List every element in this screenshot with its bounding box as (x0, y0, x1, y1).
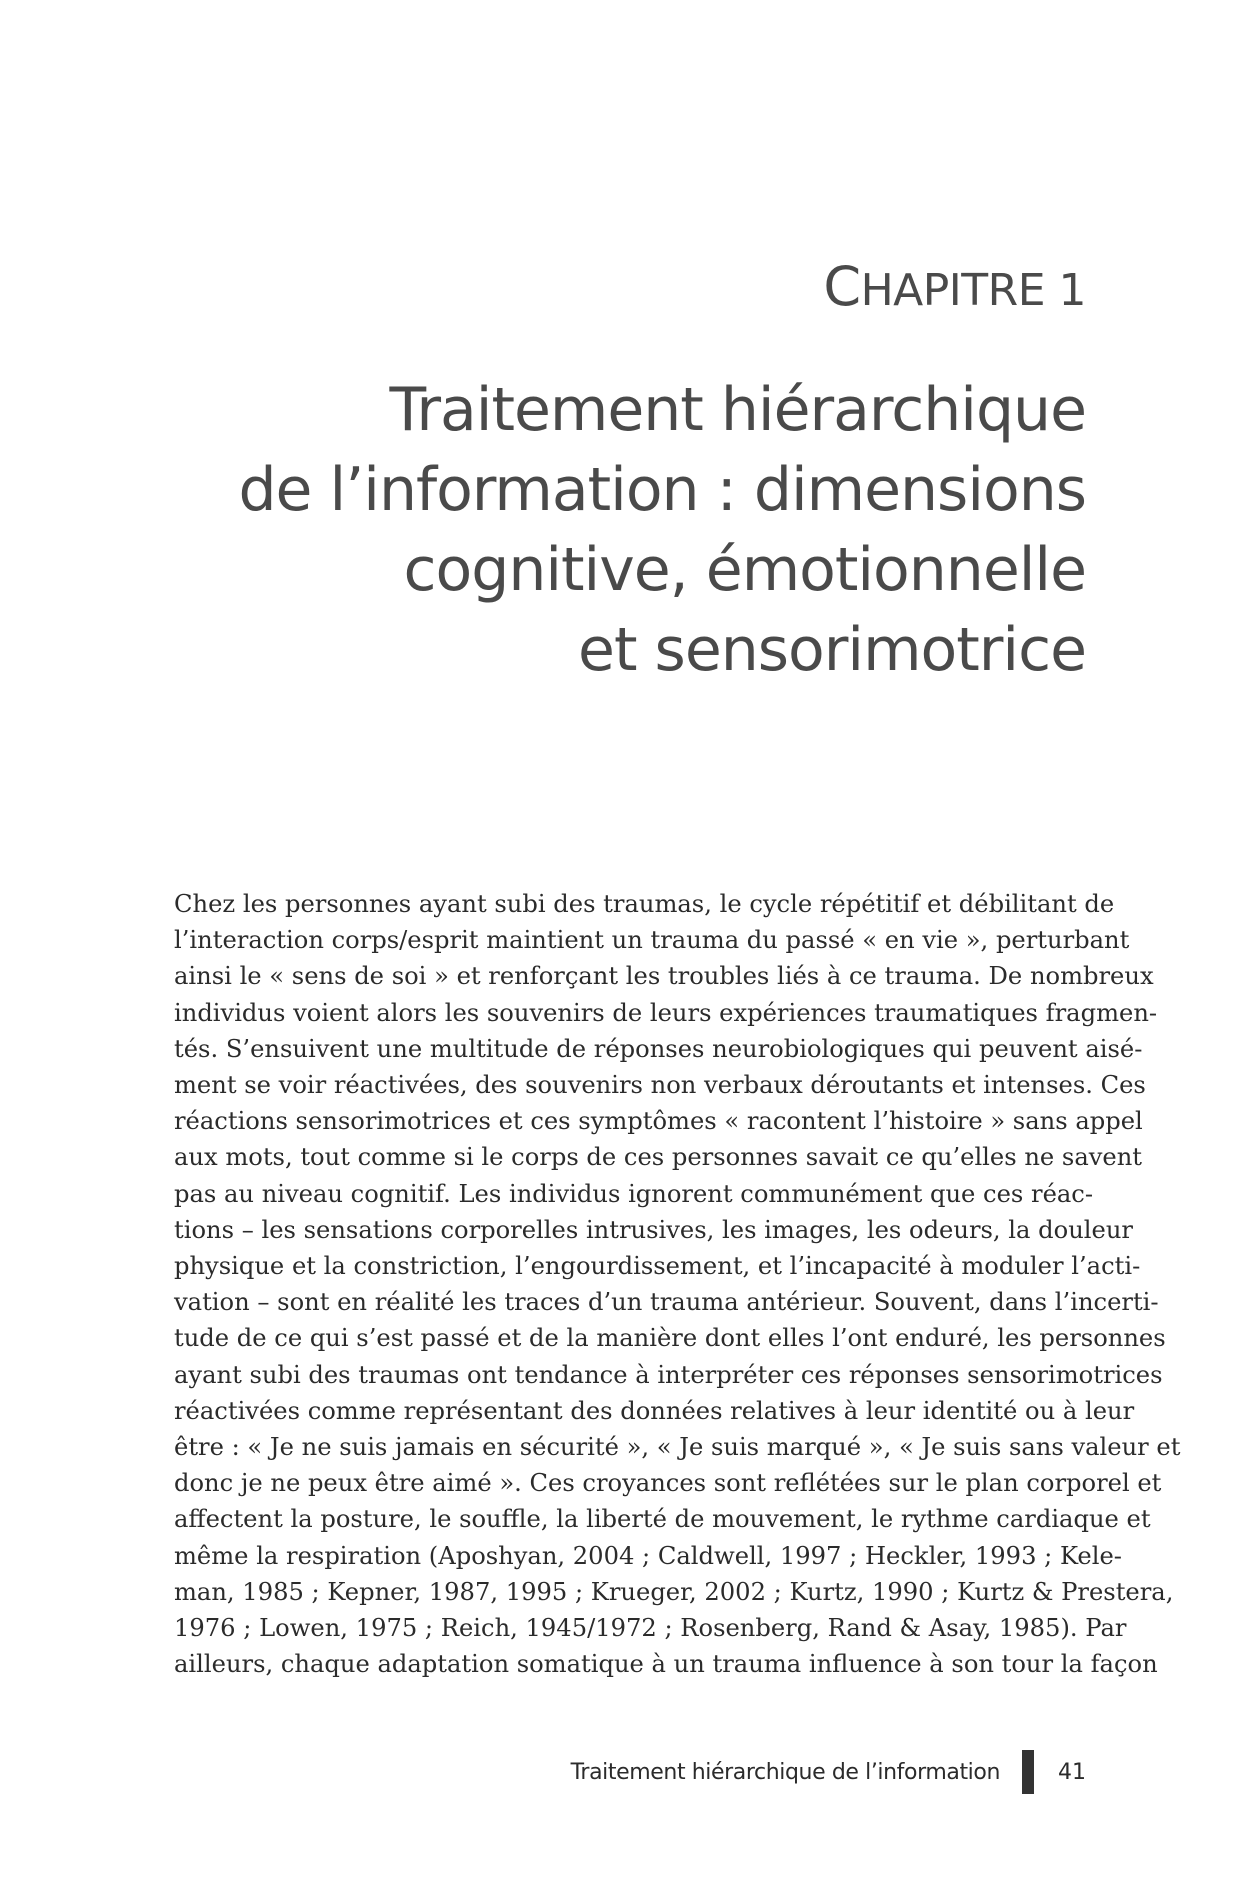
chapter-title (126, 370, 1086, 690)
body-line: pas au niveau cognitif. Les individus ignorent communément que ces réac- (174, 1179, 1094, 1208)
body-line: donc je ne peux être aimé ». Ces croyances sont reflétées sur le plan corporel et (174, 1469, 1162, 1498)
chapter-title-line: cognitive, émotionnelle (403, 535, 1086, 605)
body-line: tions – les sensations corporelles intrusives, les images, les odeurs, la douleur (174, 1215, 1133, 1244)
page-footer (571, 1750, 1086, 1794)
body-line: être : « Je ne suis jamais en sécurité », « Je suis marqué », « Je suis sans valeur et (174, 1433, 1181, 1462)
body-line: tude de ce qui s’est passé et de la manière dont elles l’ont enduré, les personnes (174, 1324, 1166, 1353)
chapter-label-text: CHAPITRE 1 (823, 255, 1086, 318)
chapter-title-line: de l’information : dimensions (238, 455, 1086, 525)
body-line: ment se voir réactivées, des souvenirs non verbaux déroutants et intenses. Ces (174, 1071, 1146, 1100)
footer-divider-bar (1022, 1750, 1034, 1794)
body-line: Chez les personnes ayant subi des traumas, le cycle répétitif et débilitant de (174, 890, 1115, 918)
body-line: réactivées comme représentant des données relatives à leur identité ou à leur (174, 1396, 1135, 1425)
body-line: vation – sont en réalité les traces d’un trauma antérieur. Souvent, dans l’incerti- (174, 1288, 1159, 1317)
body-line: individus voient alors les souvenirs de leurs expériences traumatiques fragmen- (174, 998, 1158, 1027)
body-line: affectent la posture, le souffle, la liberté de mouvement, le rythme cardiaque et (174, 1505, 1151, 1534)
body-line: 1976 ; Lowen, 1975 ; Reich, 1945/1972 ; Rosenberg, Rand & Asay, 1985). Par (174, 1614, 1127, 1643)
body-line: ailleurs, chaque adaptation somatique à un trauma influence à son tour la façon (174, 1650, 1158, 1679)
body-line: l’interaction corps/esprit maintient un trauma du passé « en vie », perturbant (174, 926, 1130, 955)
running-title: Traitement hiérarchique de l’information (570, 1759, 1000, 1785)
chapter-title-line: Traitement hiérarchique (389, 375, 1086, 445)
chapter-title-line: et sensorimotrice (578, 615, 1086, 685)
page-number: 41 (1058, 1759, 1086, 1785)
body-line: aux mots, tout comme si le corps de ces personnes savait ce qu’elles ne savent (174, 1143, 1143, 1172)
body-line: physique et la constriction, l’engourdissement, et l’incapacité à moduler l’acti- (174, 1252, 1141, 1281)
body-line: réactions sensorimotrices et ces symptômes « racontent l’histoire » sans appel (174, 1107, 1143, 1136)
body-line: même la respiration (Aposhyan, 2004 ; Caldwell, 1997 ; Heckler, 1993 ; Kele- (174, 1541, 1122, 1570)
body-line: tés. S’ensuivent une multitude de réponses neurobiologiques qui peuvent aisé- (174, 1034, 1143, 1063)
body-line: ainsi le « sens de soi » et renforçant les troubles liés à ce trauma. De nombreux (174, 962, 1154, 991)
body-line: ayant subi des traumas ont tendance à interpréter ces réponses sensorimotrices (174, 1360, 1163, 1389)
chapter-label (823, 255, 1086, 318)
body-paragraph (174, 886, 1181, 1682)
body-line: man, 1985 ; Kepner, 1987, 1995 ; Krueger, 2002 ; Kurtz, 1990 ; Kurtz & Prestera, (174, 1577, 1174, 1606)
